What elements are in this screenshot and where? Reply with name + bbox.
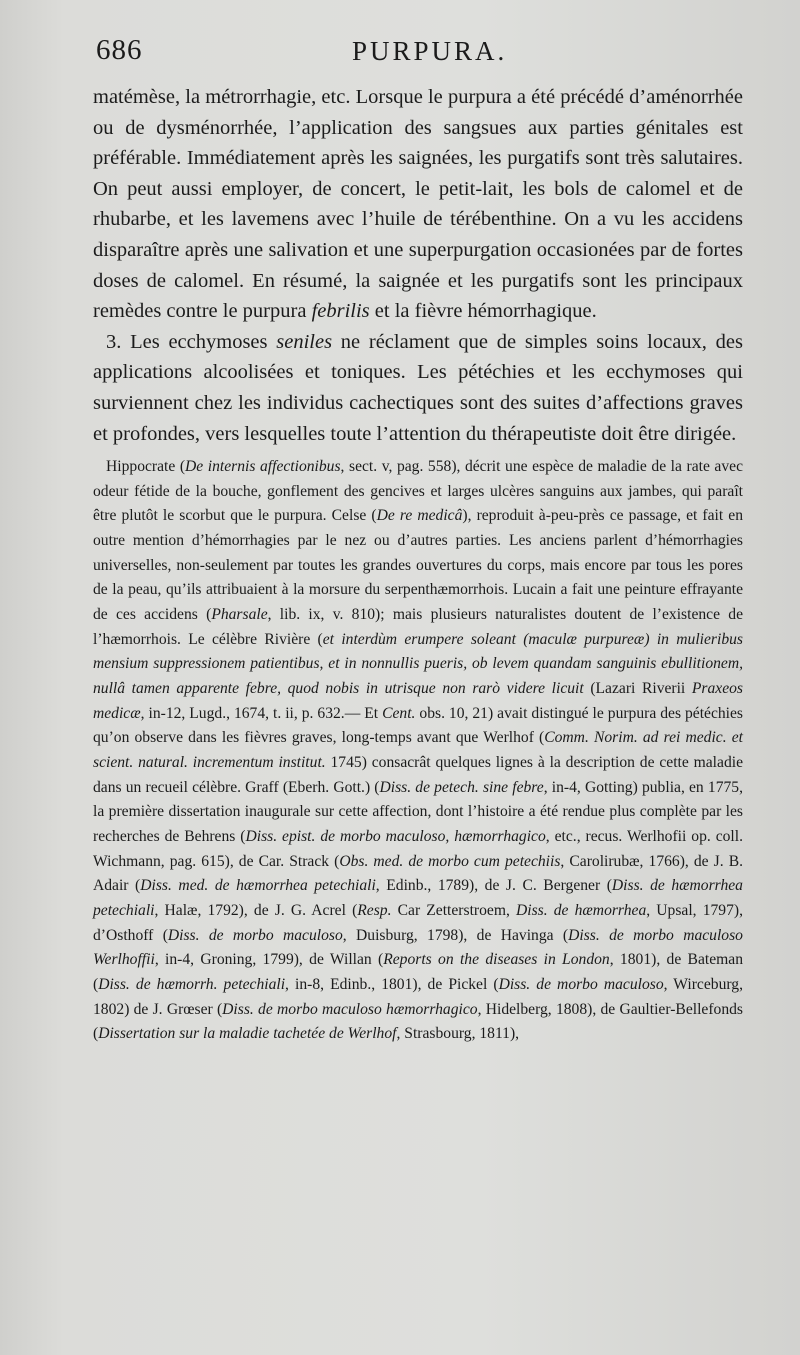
text-span: , etc., recus. Werlhofii op. coll. Wichmann, pag. 615), de Car. Strack ( <box>93 827 743 870</box>
text-span: 3. Les ecchymoses <box>106 330 277 353</box>
text-span: Car Zetterstroem, <box>391 901 516 919</box>
italic-citation: De re medicâ <box>376 507 463 525</box>
text-span: , Upsal, 1797), d’Osthoff ( <box>93 901 743 944</box>
italic-quotation: et interdùm erumpere soleant (maculæ purpureæ) in mulieribus mensium suppressionem patientibus, et in nonnullis pueris, ob levem quandam sanguinis ebullitionem, nullâ tamen apparente febre, quod nobis in utrisque non rarò videre licuit <box>93 630 743 698</box>
italic-citation: Resp. <box>357 901 392 919</box>
paragraph-treatment <box>93 82 743 327</box>
text-span: , in-4, Groning, 1799), de Willan ( <box>154 951 384 969</box>
text-span: , lib. ix, v. 810); mais plusieurs naturalistes doutent de l’existence de l’hæmorrhois. Le célèbre Rivière ( <box>93 606 743 648</box>
italic-citation: Comm. Norim. ad rei medic. et scient. natural. incrementum institut. <box>93 729 743 771</box>
text-span: , Halæ, 1792), de J. G. Acrel ( <box>154 901 358 919</box>
text-span: et la fièvre hémorrhagique. <box>369 300 597 323</box>
paragraph-senile-ecchymoses <box>93 327 743 449</box>
text-span: , Strasbourg, 1811), <box>396 1025 520 1043</box>
text-span: , Carolirubæ, 1766), de J. B. Adair ( <box>93 852 743 895</box>
body-text <box>93 82 743 1047</box>
text-span: (Lazari Riverii <box>583 680 692 698</box>
text-span: , in-8, Edinb., 1801), de Pickel ( <box>285 975 499 993</box>
italic-citation: Obs. med. de morbo cum petechiis <box>339 852 561 870</box>
italic-citation: Diss. de morbo maculoso Werlhoffii <box>93 926 743 969</box>
text-span: ), reproduit à-peu-près ce passage, et fait en outre mention d’hémorrhagies par le nez ou d’autres parties. Les anciens parlent d’hémorrhagies universelles, non-seulement par toutes les grandes ouvertures du corps, mais encore par tous les pores de la peau, qu’ils attribuaient à la morsure du serpenthæmorrhois. Lucain a fait une peinture effrayante de ces accidens ( <box>93 507 744 624</box>
running-title: PURPURA. <box>352 36 508 66</box>
text-span: , in-4, Gotting) publia, en 1775, la première dissertation inaugurale sur cette affection, dont l’histoire a été rendue plus complète par les recherches de Behrens ( <box>93 778 743 845</box>
italic-citation: Pharsale <box>211 606 268 624</box>
text-span: , Wirceburg, 1802) de J. Grœser ( <box>93 975 743 1018</box>
italic-citation: Dissertation sur la maladie tachetée de Werlhof <box>98 1025 397 1043</box>
italic-citation: Cent. <box>382 704 416 722</box>
italic-citation: Diss. med. de hæmorrhea petechiali <box>140 877 376 895</box>
text-span: ne réclament que de simples soins locaux, des applications alcoolisées et toniques. Les pétéchies et les ecchymoses qui surviennent chez les individus cachectiques sont des suites d’affections graves et profondes, vers lesquelles toute l’attention du thérapeutiste doit être dirigée. <box>93 330 743 445</box>
italic-citation: Diss. epist. de morbo maculoso, hæmorrhagico <box>245 827 546 845</box>
historical-note <box>93 455 743 1047</box>
text-span: , sect. v, pag. 558), décrit une espèce de maladie de la rate avec odeur fétide de la bouche, gonflement des gencives et larges ulcères sanguins aux jambes, qui paraît être plutôt le scorbut que le purpura. Celse ( <box>93 458 743 525</box>
text-span: Hippocrate ( <box>106 458 186 476</box>
text-span: matémèse, la métrorrhagie, etc. Lorsque le purpura a été précédé d’aménorrhée ou de dysménorrhée, l’application des sangsues aux parties génitales est préférable. Immédiatement après les saignées, les purgatifs sont très salutaires. On peut aussi employer, de concert, le petit-lait, les bols de calomel et de rhubarbe, et les lavemens avec l’huile de térébenthine. On a vu les accidens disparaître après une salivation et une superpurgation occasionées par de fortes doses de calomel. En résumé, la saignée et les purgatifs sont les principaux remèdes contre le purpura <box>93 86 743 323</box>
italic-citation: De internis affectionibus <box>185 458 341 476</box>
italic-term: seniles <box>276 330 333 353</box>
italic-citation: Praxeos medicæ <box>93 680 743 722</box>
italic-citation: Diss. de morbo maculoso <box>167 926 343 944</box>
text-span: , 1801), de Bateman ( <box>93 951 743 993</box>
italic-citation: Diss. de hæmorrhea <box>515 901 647 919</box>
italic-citation: Reports on the diseases in London <box>383 951 610 969</box>
italic-citation: Diss. de morbo maculoso <box>498 975 664 993</box>
text-span: obs. 10, 21) avait distingué le purpura des pétéchies qu’on observe dans les fièvres graves, long-temps avant que Werlhof ( <box>93 704 743 747</box>
italic-citation: Diss. de petech. sine febre <box>379 778 544 796</box>
text-span: , Hidelberg, 1808), de Gaultier-Bellefonds ( <box>93 1000 743 1043</box>
italic-citation: Diss. de hæmorrhea petechiali <box>93 877 743 919</box>
page-header <box>96 34 752 74</box>
italic-citation: Diss. de morbo maculoso hæmorrhagico <box>222 1000 478 1018</box>
text-span: , in-12, Lugd., 1674, t. ii, p. 632.— Et <box>140 704 383 722</box>
text-span: , Duisburg, 1798), de Havinga ( <box>342 926 569 944</box>
text-span: 1745) consacrât quelques lignes à la description de cette maladie dans un recueil célèbre. Graff (Eberh. Gott.) ( <box>93 754 743 796</box>
italic-term: febrilis <box>311 300 370 323</box>
text-span: , Edinb., 1789), de J. C. Bergener ( <box>375 877 612 895</box>
page-number: 686 <box>96 34 143 66</box>
italic-citation: Diss. de hæmorrh. petechiali <box>98 975 286 993</box>
